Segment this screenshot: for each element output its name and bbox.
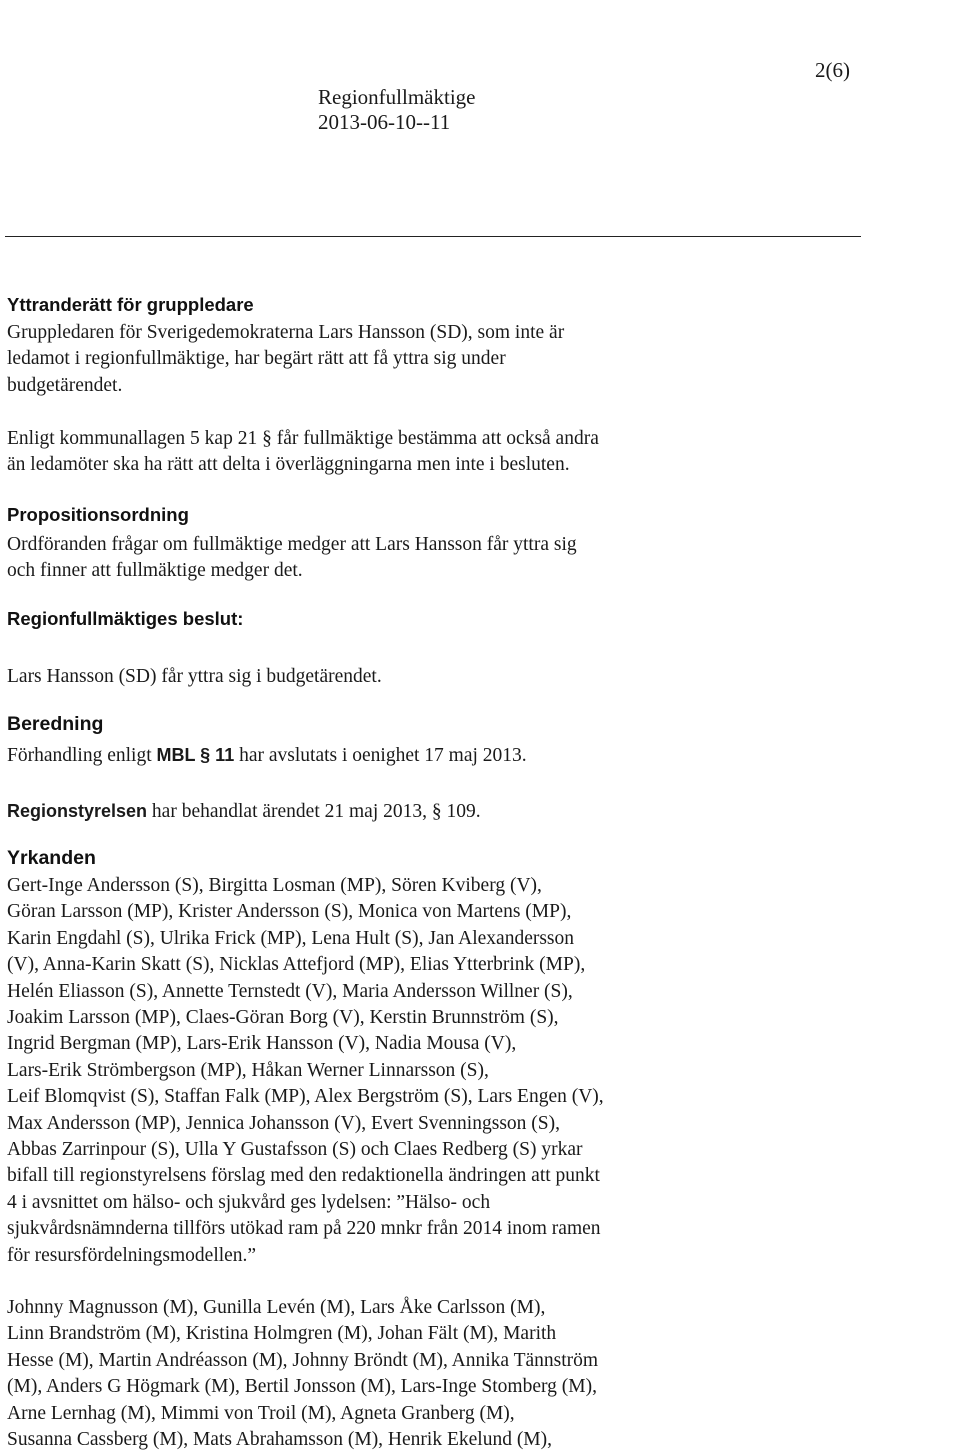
text-line: Arne Lernhag (M), Mimmi von Troil (M), Agneta Granberg (M), <box>7 1402 515 1424</box>
text-line: sjukvårdsnämnderna tillförs utökad ram på 220 mnkr från 2014 inom ramen <box>7 1218 601 1240</box>
meeting-date: 2013-06-10--11 <box>318 110 451 134</box>
text-line: Lars-Erik Strömbergson (MP), Håkan Werner Linnarsson (S), <box>7 1059 489 1081</box>
text-segment: Förhandling enligt <box>7 745 157 766</box>
text-line: Gruppledaren för Sverigedemokraterna Lars Hansson (SD), som inte är <box>7 322 565 343</box>
beredning-line-regionstyrelsen <box>7 798 481 825</box>
text-line: och finner att fullmäktige medger det. <box>7 560 303 582</box>
text-line: Max Andersson (MP), Jennica Johansson (V), Evert Svenningsson (S), <box>7 1112 560 1134</box>
paragraph-yrkanden-1 <box>7 873 604 1269</box>
text-line: budgetärendet. <box>7 374 123 396</box>
heading-yttranderatt: Yttranderätt för gruppledare <box>7 294 254 315</box>
regionstyrelsen-label: Regionstyrelsen <box>7 801 148 821</box>
text-line: Ordföranden frågar om fullmäktige medger att Lars Hansson får yttra sig <box>7 534 577 555</box>
text-line: (V), Anna-Karin Skatt (S), Nicklas Attefjord (MP), Elias Ytterbrink (MP), <box>7 954 586 976</box>
heading-beredning: Beredning <box>7 713 104 735</box>
beslut-text: Lars Hansson (SD) får yttra sig i budgetärendet. <box>7 666 382 687</box>
paragraph-propositionsordning <box>7 532 577 585</box>
text-line: Leif Blomqvist (S), Staffan Falk (MP), Alex Bergström (S), Lars Engen (V), <box>7 1086 604 1108</box>
text-line: 4 i avsnittet om hälso- och sjukvård ges lydelsen: ”Hälso- och <box>7 1191 491 1213</box>
paragraph-yrkanden-2 <box>7 1295 598 1453</box>
text-line: Helén Eliasson (S), Annette Ternstedt (V), Maria Andersson Willner (S), <box>7 980 573 1002</box>
text-line: Gert-Inge Andersson (S), Birgitta Losman (MP), Sören Kviberg (V), <box>7 875 542 896</box>
heading-beslut: Regionfullmäktiges beslut: <box>7 608 244 629</box>
text-segment: har avslutats i oenighet 17 maj 2013. <box>234 745 527 766</box>
text-line: bifall till regionstyrelsens förslag med den redaktionella ändringen att punkt <box>7 1165 600 1187</box>
document-title: Regionfullmäktige <box>318 85 476 109</box>
text-line: Abbas Zarrinpour (S), Ulla Y Gustafsson (S) och Claes Redberg (S) yrkar <box>7 1139 583 1161</box>
text-line: Linn Brandström (M), Kristina Holmgren (M), Johan Fält (M), Marith <box>7 1323 557 1345</box>
text-line: Karin Engdahl (S), Ulrika Frick (MP), Lena Hult (S), Jan Alexandersson <box>7 927 575 949</box>
text-line: Ingrid Bergman (MP), Lars-Erik Hansson (V), Nadia Mousa (V), <box>7 1033 517 1055</box>
heading-yrkanden: Yrkanden <box>7 847 96 869</box>
paragraph-kommunallagen <box>7 426 599 479</box>
header-divider <box>5 236 861 237</box>
text-line: (M), Anders G Högmark (M), Bertil Jonsson (M), Lars-Inge Stomberg (M), <box>7 1376 597 1398</box>
text-line: ledamot i regionfullmäktige, har begärt rätt att få yttra sig under <box>7 348 506 370</box>
text-segment: har behandlat ärendet 21 maj 2013, § 109. <box>147 801 481 822</box>
text-line: Göran Larsson (MP), Krister Andersson (S), Monica von Martens (MP), <box>7 901 572 923</box>
text-line: Enligt kommunallagen 5 kap 21 § får fullmäktige bestämma att också andra <box>7 428 599 449</box>
mbl-reference: MBL § 11 <box>156 745 235 765</box>
text-line: för resursfördelningsmodellen.” <box>7 1244 257 1266</box>
text-line: Susanna Cassberg (M), Mats Abrahamsson (M), Henrik Ekelund (M), <box>7 1429 553 1451</box>
text-line: Johnny Magnusson (M), Gunilla Levén (M), Lars Åke Carlsson (M), <box>7 1297 546 1318</box>
paragraph-yttranderatt <box>7 320 564 399</box>
text-line: Hesse (M), Martin Andréasson (M), Johnny Bröndt (M), Annika Tännström <box>7 1349 599 1371</box>
beredning-line-mbl <box>7 742 527 769</box>
text-line: Joakim Larsson (MP), Claes-Göran Borg (V), Kerstin Brunnström (S), <box>7 1007 559 1029</box>
page-number: 2(6) <box>815 58 850 82</box>
heading-propositionsordning: Propositionsordning <box>7 504 189 525</box>
text-line: än ledamöter ska ha rätt att delta i överläggningarna men inte i besluten. <box>7 454 570 476</box>
